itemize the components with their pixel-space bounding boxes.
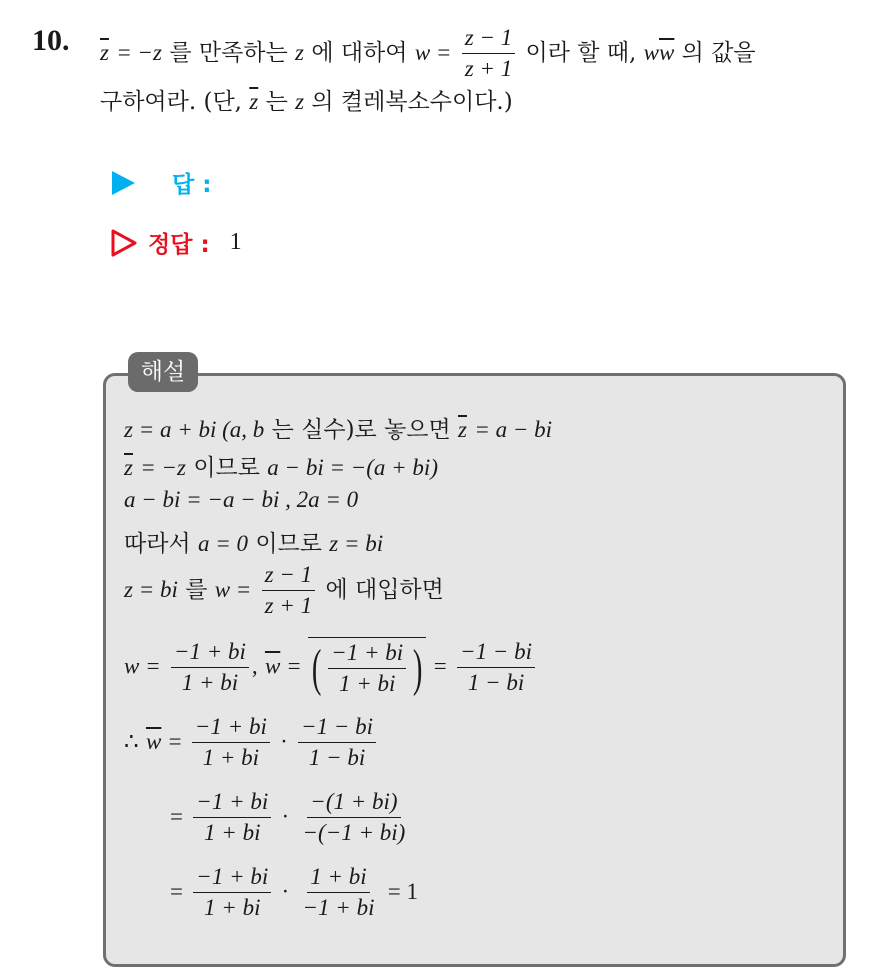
solution-line-5 [124, 562, 444, 620]
sol-l1-c: $\overline{z}$ [458, 417, 467, 442]
sol-l6-f2-den: 1 + bi [338, 671, 396, 697]
solution-line-1 [124, 411, 552, 444]
final-result: = 1 [387, 878, 419, 904]
sol-l4-c: 이므로 [255, 531, 322, 557]
question-text-7: 의 켤레복소수이다.) [311, 89, 513, 115]
solution-line-3 [124, 487, 358, 513]
sol-l7-frac-1 [192, 714, 270, 772]
sol-l7-f1-num: −1 + bi [192, 714, 270, 743]
sol-l4-d: z = bi [329, 531, 384, 556]
target-w: w [643, 39, 660, 65]
sol-l9-f2-num: 1 + bi [307, 864, 369, 893]
var-z: z [295, 39, 304, 65]
question-fraction [462, 25, 515, 83]
sol-l6-frac-3 [457, 639, 535, 697]
z-conjugate: $\overline{z}$ [100, 39, 109, 65]
sol-l9-f1-num: −1 + bi [193, 864, 271, 893]
sol-l8-f2-num: −(1 + bi) [307, 789, 400, 818]
sol-l7-dot: · [280, 728, 288, 754]
sol-l6-f3-num: −1 − bi [457, 639, 535, 668]
sol-l6-f2-num: −1 + bi [328, 640, 406, 669]
sol-l8-f1-num: −1 + bi [193, 789, 271, 818]
question-text-6: 는 [265, 89, 288, 115]
question-number: 10. [32, 24, 70, 57]
right-paren: ) [413, 639, 423, 697]
sol-l9-dot: · [281, 878, 290, 904]
sol-l6-comma: , [251, 653, 258, 679]
sol-l1-d: = a − bi [474, 417, 552, 442]
therefore-symbol: ∴ [124, 728, 139, 754]
sol-l6-frac-1 [171, 639, 249, 697]
sol-l3: a − bi = −a − bi , 2a = 0 [124, 487, 359, 512]
sol-l8-eq: = [170, 803, 183, 829]
sol-l2-d: a − bi = −(a + bi) [267, 455, 438, 480]
sol-l5-b: 를 [185, 576, 208, 603]
z-conjugate-2: $\overline{z}$ [249, 89, 259, 114]
sol-l5-den: z + 1 [264, 593, 313, 619]
correct-answer-row [110, 226, 242, 259]
solution-line-4 [124, 525, 383, 558]
sol-l9-f1-den: 1 + bi [204, 895, 261, 921]
solution-line-8 [170, 789, 411, 847]
w-equals: w = [414, 39, 452, 65]
condition-rhs: = −z [116, 39, 163, 65]
sol-l6-conjugate-group [308, 637, 427, 698]
play-triangle-icon [110, 170, 136, 196]
sol-l6-f1-num: −1 + bi [171, 639, 249, 668]
sol-l6-eq: = [287, 653, 301, 679]
question-line-1 [100, 25, 756, 83]
solution-line-9 [170, 864, 418, 922]
sol-l5-d: 에 대입하면 [325, 576, 444, 603]
sol-l2-a: $\overline{z}$ [124, 455, 133, 480]
sol-l4-b: a = 0 [197, 531, 248, 556]
correct-answer-value: 1 [229, 229, 242, 255]
solution-line-2 [124, 449, 438, 482]
solution-line-6 [124, 637, 538, 698]
sol-l7-f2-den: 1 − bi [308, 745, 366, 771]
sol-l6-wbar: $\overline{w}$ [264, 653, 281, 679]
sol-l8-dot: · [281, 803, 290, 829]
question-text-3: 이라 할 때, [525, 39, 637, 66]
correct-answer-label: 정답 : [148, 232, 210, 258]
sol-l7-wbar: $\overline{w}$ [145, 728, 162, 754]
answer-label: 답 : [172, 172, 212, 198]
sol-l1-a: z = a + bi (a, b [124, 417, 265, 442]
sol-l9-frac-2 [300, 864, 378, 922]
sol-l6-frac-2 [328, 640, 406, 698]
sol-l1-b: 는 실수)로 놓으면 [271, 417, 451, 443]
sol-l7-eq: = [168, 728, 182, 754]
sol-l8-f2-den: −(−1 + bi) [302, 820, 406, 846]
sol-l9-eq: = [170, 878, 183, 904]
left-paren: ( [311, 639, 322, 697]
question-text-1: 를 만족하는 [169, 39, 288, 66]
sol-l5-num: z − 1 [262, 562, 315, 591]
sol-l5-fraction [262, 562, 315, 620]
sol-l5-a: z = bi [124, 576, 178, 602]
sol-l4-a: 따라서 [124, 531, 191, 557]
solution-line-7 [124, 714, 379, 772]
sol-l7-frac-2 [298, 714, 376, 772]
sol-l2-b: = −z [140, 455, 187, 480]
fraction-numerator: z − 1 [462, 25, 515, 54]
target-wbar: $\overline{w}$ [659, 39, 675, 65]
sol-l6-f3-den: 1 − bi [467, 669, 525, 695]
sol-l6-eq2: = [433, 653, 447, 679]
sol-l8-f1-den: 1 + bi [204, 820, 261, 846]
sol-l8-frac-1 [193, 789, 271, 847]
sol-l6-f1-den: 1 + bi [181, 669, 239, 695]
sol-l2-c: 이므로 [193, 455, 260, 481]
question-text-4: 의 값을 [681, 39, 756, 66]
sol-l7-f1-den: 1 + bi [202, 745, 260, 771]
sol-l9-f2-den: −1 + bi [302, 895, 375, 921]
fraction-denominator: z + 1 [464, 56, 513, 82]
sol-l9-frac-1 [193, 864, 271, 922]
var-z-2: z [295, 89, 305, 114]
answer-row [110, 166, 211, 199]
sol-l5-c: w = [214, 576, 252, 602]
sol-l8-frac-2 [300, 789, 409, 847]
outline-triangle-icon [110, 229, 138, 257]
question-text-2: 에 대하여 [311, 39, 408, 66]
solution-tag: 해설 [128, 352, 198, 392]
sol-l7-f2-num: −1 − bi [298, 714, 376, 743]
question-text-5: 구하여라. (단, [100, 89, 242, 115]
sol-l6-w: w = [124, 653, 161, 679]
question-line-2 [100, 85, 513, 119]
